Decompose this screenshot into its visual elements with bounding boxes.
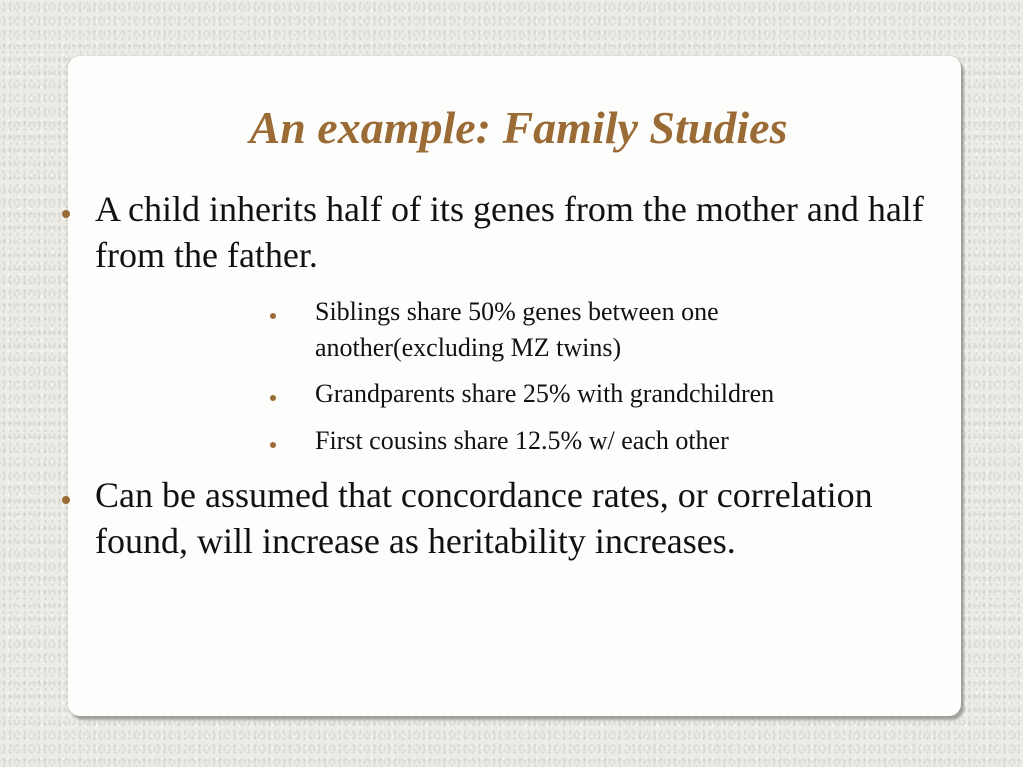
sub-bullet-marker — [270, 442, 276, 448]
bullet-concordance: Can be assumed that concordance rates, or correlation found, will increase as heritability increases. — [95, 475, 873, 561]
bullet-marker — [62, 496, 70, 504]
sub-bullet-grandparents: Grandparents share 25% with grandchildren — [315, 379, 775, 408]
sub-bullet-marker — [270, 313, 276, 319]
bullet-child-inherits: A child inherits half of its genes from the mother and half from the father. — [95, 189, 924, 275]
sub-bullet-siblings: Siblings share 50% genes between one another(excluding MZ twins) — [315, 297, 719, 362]
slide-title: An example: Family Studies — [249, 102, 788, 153]
sub-bullet-marker — [270, 395, 276, 401]
sub-bullet-cousins: First cousins share 12.5% w/ each other — [315, 426, 729, 455]
bullet-marker — [62, 210, 70, 218]
